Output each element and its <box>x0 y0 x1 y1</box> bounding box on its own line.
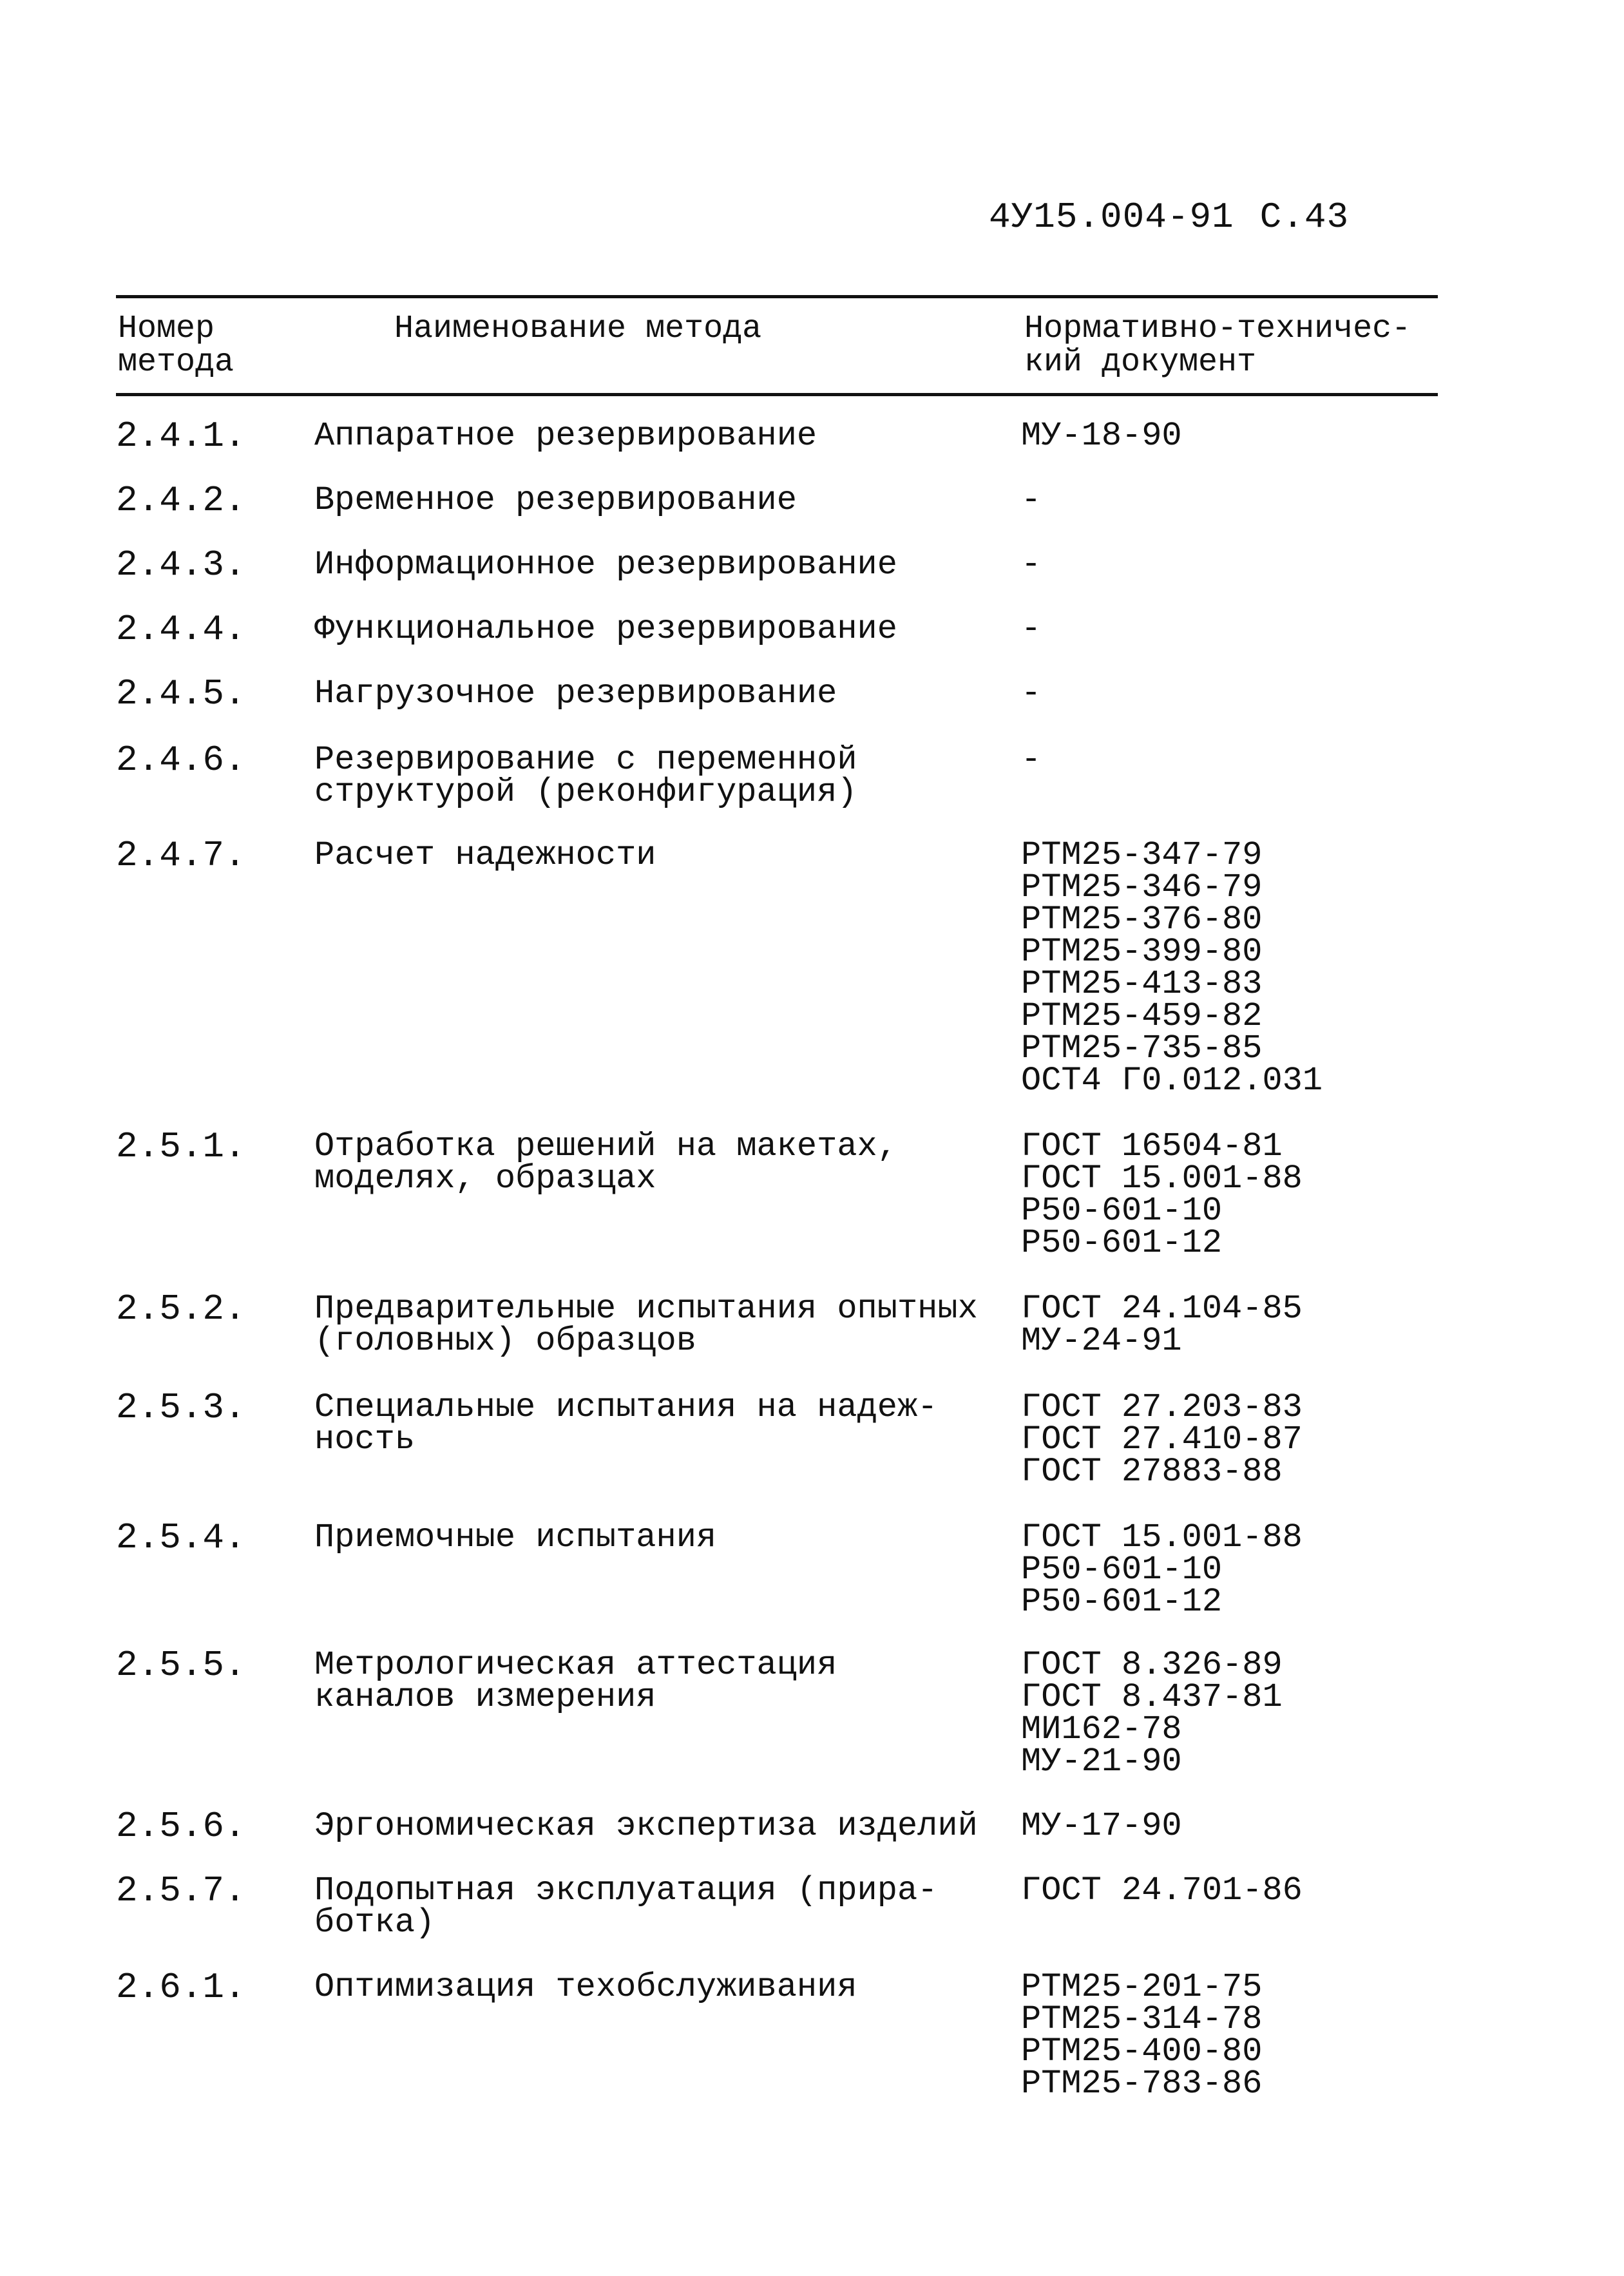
method-number: 2.4.6. <box>116 740 246 781</box>
page-number: С.43 <box>1259 196 1350 238</box>
method-documents: ГОСТ 27.203-83 ГОСТ 27.410-87 ГОСТ 27883-88 <box>1021 1388 1303 1491</box>
method-number: 2.5.7. <box>116 1870 246 1911</box>
method-number: 2.5.6. <box>116 1806 246 1847</box>
doc-code: 4У15.004-91 <box>989 196 1234 238</box>
table-top-rule <box>116 295 1438 298</box>
page-header <box>989 196 1375 238</box>
method-name: Подопытная эксплуатация (прира- ботка) <box>314 1871 938 1942</box>
method-name: Оптимизация техобслуживания <box>314 1968 857 2006</box>
method-number: 2.5.3. <box>116 1387 246 1428</box>
method-documents: ГОСТ 24.104-85 МУ-24-91 <box>1021 1290 1303 1360</box>
method-documents: ГОСТ 8.326-89 ГОСТ 8.437-81 МИ162-78 МУ-21-90 <box>1021 1646 1283 1781</box>
column-header-method-name: Наименование метода <box>394 311 762 347</box>
method-name: Предварительные испытания опытных (головных) образцов <box>314 1290 978 1360</box>
method-number: 2.4.3. <box>116 544 246 586</box>
method-documents: - <box>1021 610 1042 648</box>
method-name: Расчет надежности <box>314 836 656 874</box>
method-number: 2.4.4. <box>116 609 246 650</box>
method-documents: - <box>1021 546 1042 584</box>
method-name: Аппаратное резервирование <box>314 417 817 455</box>
column-header-document: Нормативно-техничес- кий документ <box>1024 311 1411 381</box>
method-name: Резервирование с переменной структурой (реконфигурация) <box>314 741 857 811</box>
method-documents: РТМ25-201-75 РТМ25-314-78 РТМ25-400-80 РТМ25-783-86 <box>1021 1968 1263 2103</box>
method-number: 2.6.1. <box>116 1967 246 2008</box>
method-number: 2.4.5. <box>116 673 246 714</box>
method-documents: - <box>1021 741 1042 779</box>
method-number: 2.4.2. <box>116 480 246 521</box>
method-name: Приемочные испытания <box>314 1518 717 1556</box>
method-documents: ГОСТ 16504-81 ГОСТ 15.001-88 Р50-601-10 Р50-601-12 <box>1021 1127 1303 1262</box>
method-number: 2.4.1. <box>116 416 246 457</box>
method-name: Специальные испытания на надеж- ность <box>314 1388 938 1458</box>
method-name: Отработка решений на макетах, моделях, образцах <box>314 1127 897 1198</box>
method-number: 2.4.7. <box>116 835 246 876</box>
method-documents: ГОСТ 15.001-88 Р50-601-10 Р50-601-12 <box>1021 1518 1303 1621</box>
method-number: 2.5.4. <box>116 1517 246 1558</box>
table-header-rule <box>116 393 1438 396</box>
method-number: 2.5.5. <box>116 1645 246 1686</box>
method-documents: МУ-17-90 <box>1021 1807 1182 1845</box>
column-header-number: Номер метода <box>118 311 234 381</box>
method-documents: МУ-18-90 <box>1021 417 1182 455</box>
method-number: 2.5.1. <box>116 1126 246 1167</box>
method-documents: - <box>1021 481 1042 519</box>
method-documents: РТМ25-347-79 РТМ25-346-79 РТМ25-376-80 РТМ25-399-80 РТМ25-413-83 РТМ25-459-82 РТМ25-735-85 ОСТ4 Г0.012.031 <box>1021 836 1323 1100</box>
method-number: 2.5.2. <box>116 1288 246 1330</box>
method-name: Метрологическая аттестация каналов измерения <box>314 1646 837 1716</box>
method-documents: ГОСТ 24.701-86 <box>1021 1871 1303 1909</box>
method-documents: - <box>1021 674 1042 712</box>
method-name: Эргономическая экспертиза изделий <box>314 1807 978 1845</box>
method-name: Информационное резервирование <box>314 546 897 584</box>
method-name: Нагрузочное резервирование <box>314 674 837 712</box>
method-name: Функциональное резервирование <box>314 610 897 648</box>
method-name: Временное резервирование <box>314 481 797 519</box>
